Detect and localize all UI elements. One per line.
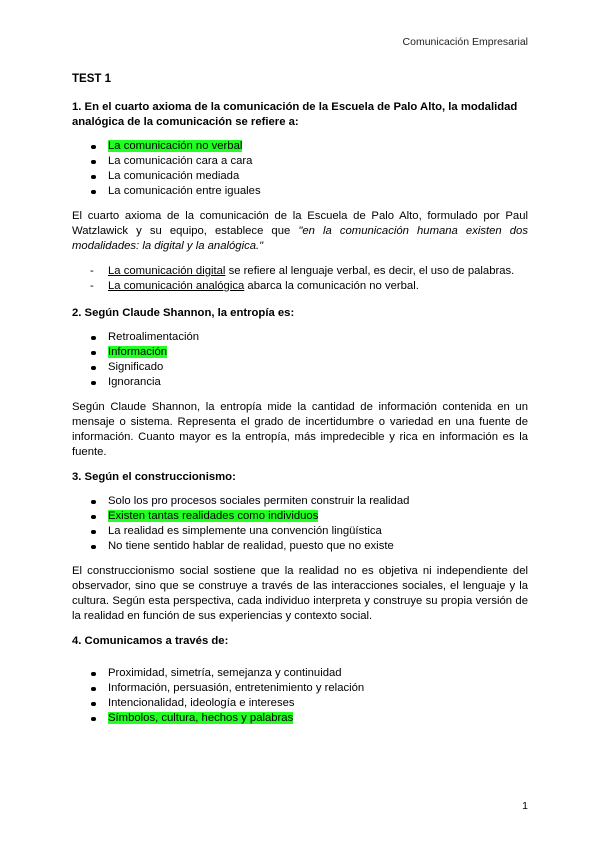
test-title: TEST 1: [72, 73, 111, 85]
question-2: 2. Según Claude Shannon, la entropía es:: [72, 307, 295, 319]
option: Información, persuasión, entretenimiento y relación: [72, 681, 528, 696]
explanation-1-list: [72, 264, 528, 294]
option: Significado: [72, 360, 528, 375]
option: [72, 711, 528, 726]
option: Solo los pro procesos sociales permiten construir la realidad: [72, 494, 528, 509]
option: La realidad es simplemente una convención lingüística: [72, 524, 528, 539]
dash-item: - La comunicación digital se refiere al lenguaje verbal, es decir, el uso de palabras.: [72, 264, 528, 279]
underlined-term: La comunicación digital: [108, 265, 226, 277]
page-number: 1: [522, 800, 528, 812]
option: La comunicación cara a cara: [72, 154, 528, 169]
option: [72, 345, 528, 360]
question-1: 1. En el cuarto axioma de la comunicación de la Escuela de Palo Alto, la modalidad analógica de la comunicación se refiere a:: [72, 101, 518, 128]
option: [72, 139, 528, 154]
correct-answer-highlight: Existen tantas realidades como individuos: [108, 510, 319, 522]
correct-answer-highlight: La comunicación no verbal: [108, 140, 243, 152]
question-3: 3. Según el construccionismo:: [72, 471, 236, 483]
option: No tiene sentido hablar de realidad, puesto que no existe: [72, 539, 528, 554]
question-1-options: [72, 139, 528, 199]
question-2-options: [72, 330, 528, 390]
question-4: 4. Comunicamos a través de:: [72, 635, 229, 647]
question-4-options: [72, 666, 528, 726]
dash-item: - La comunicación analógica abarca la comunicación no verbal.: [72, 279, 528, 294]
quote: "en la comunicación humana existen dos modalidades: la digital y la analógica.": [72, 225, 528, 252]
underlined-term: La comunicación analógica: [108, 280, 245, 292]
header-title: Comunicación Empresarial: [402, 36, 528, 48]
correct-answer-highlight: Símbolos, cultura, hechos y palabras: [108, 712, 294, 724]
option: Intencionalidad, ideología e intereses: [72, 696, 528, 711]
document-content: [72, 72, 528, 736]
option: Retroalimentación: [72, 330, 528, 345]
explanation-1: El cuarto axioma de la comunicación de la Escuela de Palo Alto, formulado por Paul Watzlawick y su equipo, establece que "en la comunicación humana existen dos modalidades: la digital y la analógica.": [72, 210, 528, 252]
explanation-2: Según Claude Shannon, la entropía mide la cantidad de información contenida en un mensaje o sistema. Representa el grado de incertidumbre o variedad en una fuente de información. Cuanto mayor es la entropía, más impredecible y rica en información es la fuente.: [72, 401, 528, 458]
option: La comunicación mediada: [72, 169, 528, 184]
correct-answer-highlight: Información: [108, 346, 168, 358]
question-3-options: [72, 494, 528, 554]
option: [72, 509, 528, 524]
explanation-3: El construccionismo social sostiene que la realidad no es objetiva ni independiente del observador, sino que se construye a través de las interacciones sociales, el lenguaje y la cultura. Según esta perspectiva, cada individuo interpreta y construye su propia versión de la realidad en función de sus experiencias y contexto social.: [72, 565, 528, 622]
option: Ignorancia: [72, 375, 528, 390]
option: Proximidad, simetría, semejanza y continuidad: [72, 666, 528, 681]
option: La comunicación entre iguales: [72, 184, 528, 199]
